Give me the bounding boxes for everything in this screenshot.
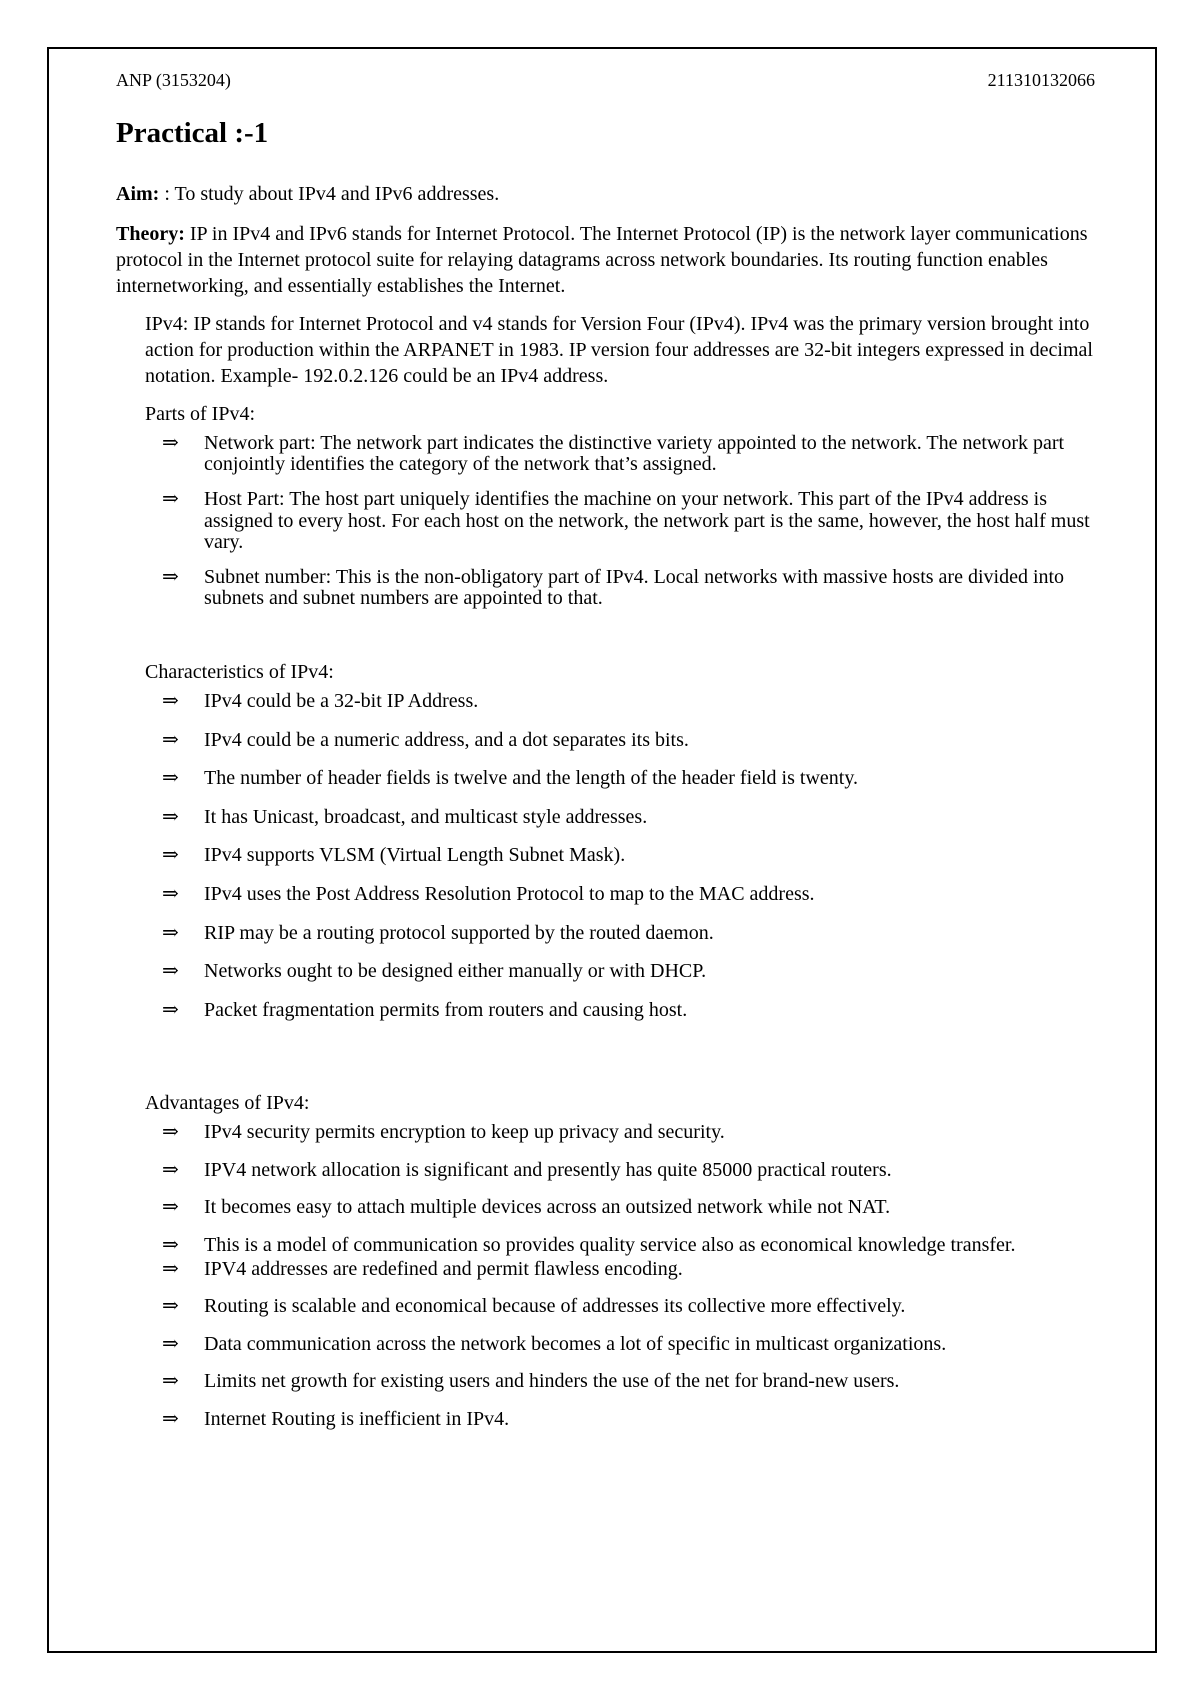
aim-label: Aim: xyxy=(116,182,160,205)
theory-paragraph xyxy=(116,221,1101,299)
list-item-text: The number of header fields is twelve and the length of the header field is twenty. xyxy=(204,767,859,790)
list-item xyxy=(116,1160,1101,1182)
list-item-text: It becomes easy to attach multiple devices across an outsized network while not NAT. xyxy=(204,1196,891,1219)
arrow-icon: ⇒ xyxy=(162,960,179,983)
list-item-text: Internet Routing is inefficient in IPv4. xyxy=(204,1408,510,1431)
theory-text: IP in IPv4 and IPv6 stands for Internet Protocol. The Internet Protocol (IP) is the network layer communications protocol in the Internet protocol suite for relaying datagrams across network boundaries. Its routing function enables internetworking, and essentially establishes the Internet. xyxy=(116,222,1088,297)
page-header xyxy=(116,70,1101,96)
arrow-icon: ⇒ xyxy=(162,921,179,944)
arrow-icon: ⇒ xyxy=(162,1234,179,1257)
arrow-icon: ⇒ xyxy=(162,998,179,1021)
arrow-icon: ⇒ xyxy=(162,431,179,454)
advantages-heading: Advantages of IPv4: xyxy=(145,1092,310,1115)
arrow-icon: ⇒ xyxy=(162,1408,179,1431)
list-item xyxy=(116,1371,1101,1393)
list-item xyxy=(116,961,1101,983)
parts-list xyxy=(116,433,1101,610)
list-item xyxy=(116,730,1101,752)
list-item xyxy=(116,884,1101,906)
parts-heading: Parts of IPv4: xyxy=(145,402,255,425)
list-item xyxy=(116,1000,1101,1022)
page-title: Practical :-1 xyxy=(116,117,269,149)
theory-label: Theory: xyxy=(116,222,185,245)
list-item xyxy=(116,433,1101,476)
arrow-icon: ⇒ xyxy=(162,565,179,588)
list-item xyxy=(116,1197,1101,1219)
arrow-icon: ⇒ xyxy=(162,767,179,790)
arrow-icon: ⇒ xyxy=(162,844,179,867)
list-item-text: Network part: The network part indicates the distinctive variety appointed to the network. The network part conjointly identifies the category of the network that’s assigned. xyxy=(204,431,1065,476)
list-item-text: Packet fragmentation permits from routers and causing host. xyxy=(204,998,688,1021)
list-item-text: IPv4 uses the Post Address Resolution Protocol to map to the MAC address. xyxy=(204,882,815,905)
list-item-text: Data communication across the network becomes a lot of specific in multicast organizations. xyxy=(204,1332,947,1355)
arrow-icon: ⇒ xyxy=(162,1370,179,1393)
characteristics-heading: Characteristics of IPv4: xyxy=(145,660,334,683)
arrow-icon: ⇒ xyxy=(162,1196,179,1219)
list-item xyxy=(116,567,1101,610)
enrollment-number: 211310132066 xyxy=(987,70,1095,90)
list-item-text: IPV4 addresses are redefined and permit flawless encoding. xyxy=(204,1257,683,1280)
list-item xyxy=(116,923,1101,945)
list-item xyxy=(116,1122,1101,1144)
arrow-icon: ⇒ xyxy=(162,1257,179,1280)
list-item xyxy=(116,1259,1101,1281)
list-item-text: It has Unicast, broadcast, and multicast style addresses. xyxy=(204,805,648,828)
list-item xyxy=(116,807,1101,829)
list-item-text: Routing is scalable and economical because of addresses its collective more effectively. xyxy=(204,1295,906,1318)
arrow-icon: ⇒ xyxy=(162,728,179,751)
characteristics-list xyxy=(116,691,1101,1021)
list-item-text: IPV4 network allocation is significant and presently has quite 85000 practical routers. xyxy=(204,1158,892,1181)
document-content xyxy=(116,70,1101,1447)
list-item-text: Networks ought to be designed either manually or with DHCP. xyxy=(204,960,707,983)
spacer xyxy=(116,623,1101,659)
list-item xyxy=(116,1334,1101,1356)
list-item xyxy=(116,691,1101,713)
list-item-text: Host Part: The host part uniquely identifies the machine on your network. This part of the IPv4 address is assigned to every host. For each host on the network, the network part is the same, however, the host half must vary. xyxy=(204,487,1090,554)
list-item xyxy=(116,845,1101,867)
list-item-text: IPv4 could be a numeric address, and a dot separates its bits. xyxy=(204,728,689,751)
list-item-text: IPv4 supports VLSM (Virtual Length Subnet Mask). xyxy=(204,844,626,867)
list-item xyxy=(116,1296,1101,1318)
arrow-icon: ⇒ xyxy=(162,487,179,510)
list-item-text: RIP may be a routing protocol supported by the routed daemon. xyxy=(204,921,714,944)
list-item-text: IPv4 security permits encryption to keep up privacy and security. xyxy=(204,1121,725,1144)
subject-code: ANP (3153204) xyxy=(116,70,231,90)
spacer xyxy=(116,1038,1101,1090)
arrow-icon: ⇒ xyxy=(162,1158,179,1181)
list-item xyxy=(116,489,1101,554)
list-item-text: Limits net growth for existing users and hinders the use of the net for brand-new users. xyxy=(204,1370,900,1393)
arrow-icon: ⇒ xyxy=(162,689,179,712)
arrow-icon: ⇒ xyxy=(162,882,179,905)
aim-paragraph xyxy=(116,181,1101,207)
list-item xyxy=(116,768,1101,790)
arrow-icon: ⇒ xyxy=(162,805,179,828)
arrow-icon: ⇒ xyxy=(162,1332,179,1355)
list-item-text: Subnet number: This is the non-obligatory part of IPv4. Local networks with massive hosts are divided into subnets and subnet numbers are appointed to that. xyxy=(204,565,1065,610)
ipv4-intro-paragraph: IPv4: IP stands for Internet Protocol and v4 stands for Version Four (IPv4). IPv4 was the primary version brought into action for production within the ARPANET in 1983. IP version four addresses are 32-bit integers expressed in decimal notation. Example- 192.0.2.126 could be an IPv4 address. xyxy=(145,312,1093,387)
list-item-text: This is a model of communication so provides quality service also as economical knowledge transfer. xyxy=(204,1234,1016,1257)
arrow-icon: ⇒ xyxy=(162,1121,179,1144)
advantages-list xyxy=(116,1122,1101,1430)
arrow-icon: ⇒ xyxy=(162,1295,179,1318)
list-item-text: IPv4 could be a 32-bit IP Address. xyxy=(204,689,479,712)
aim-text: : To study about IPv4 and IPv6 addresses. xyxy=(159,182,500,205)
list-item xyxy=(116,1409,1101,1431)
list-item xyxy=(116,1235,1101,1257)
